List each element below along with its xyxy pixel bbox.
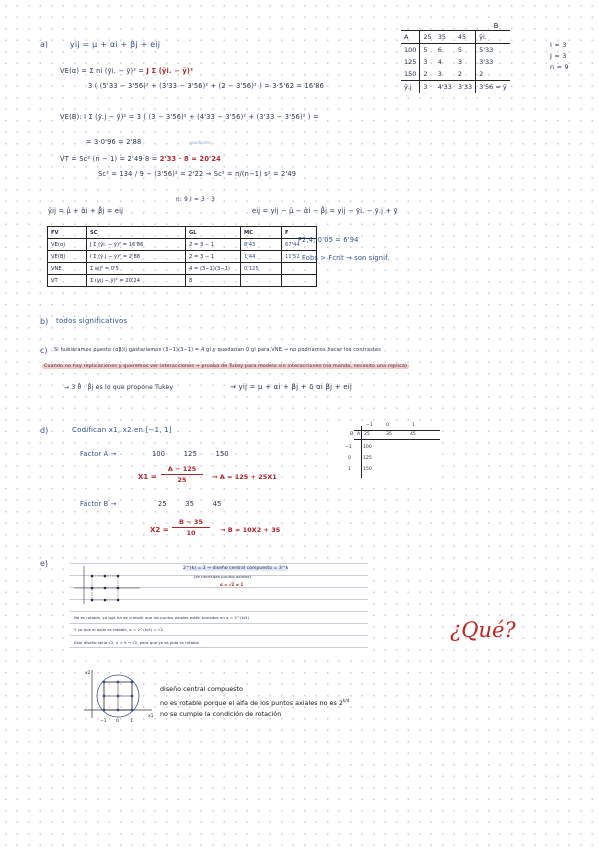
coded-row-value: 125 [363, 456, 372, 461]
c-line-2: Cuando no hay replicaciones y queremos ver interacciones → prueba de Tukey para modelo sin interacciones (no manda, necesito una replica) [44, 364, 408, 369]
ccd-exponent: k/4 [342, 698, 350, 703]
section-a-label: a) [40, 40, 49, 49]
ccd-line-c: Este diseño sería √2, n = 9 → √2, para que ya se pida es rotable [74, 640, 199, 645]
anova-cell: 67'44 [282, 239, 317, 251]
design-table-footer: 4'33 [437, 83, 452, 91]
a-level: 100 [152, 450, 166, 458]
anova-head-f: F [282, 227, 317, 239]
ccd-tick-label: 0 [116, 719, 119, 724]
design-table [401, 30, 510, 93]
variance-line: Sc² = 134 / 9 − (3'56)² = 2'22 → Sc² = n/(n−1) s² = 2'49 [98, 170, 297, 178]
design-table-cell: 6 [437, 46, 442, 54]
design-table-footer: 3'33 [457, 83, 473, 91]
anova-cell: VT [48, 275, 87, 287]
f-critical: F2,4; 0'05 = 6'94 [298, 236, 359, 244]
coded-top: 0 [386, 423, 389, 428]
vea-lhs: VE(α) = Σ ni (ȳi. − ȳ)² = [60, 67, 145, 75]
prediction-equation: ŷij = μ̂ + α̂i + β̂j = eij [48, 207, 124, 215]
anova-cell: Σ eij² = 0'5 [87, 263, 186, 275]
veb-result: = 3·0'96 = 2'88 [86, 138, 142, 146]
ccd-conclusion-1: diseño central compuesto [160, 685, 243, 693]
anova-head-mc: MC [241, 227, 282, 239]
x2-numerator: B − 35 [172, 518, 210, 528]
coded-row-code: 0 [348, 456, 351, 461]
design-table-cell: 5'33 [476, 44, 510, 57]
anova-cell: VE(B) [48, 251, 87, 263]
design-table-head: 45 [455, 31, 476, 44]
coded-top: −1 [366, 423, 373, 428]
design-table-footer: ȳ.j [401, 81, 420, 94]
b-answer: todos significativos [56, 317, 128, 325]
design-table-head: 35 [435, 31, 455, 44]
param-j: J = 3 [550, 52, 567, 60]
section-b-label: b) [40, 317, 49, 326]
ccd-conclusion-3: no se cumple la condición de rotación [160, 710, 282, 719]
ccd-conclusion [160, 684, 349, 720]
ccd-conclusion-2b: 2 [338, 699, 343, 708]
anova-row [48, 239, 317, 251]
ccd-notes-image [70, 563, 368, 656]
ccd-line-b: Y ya que el axial es rotable, α = 2^(k/4) = √2 [74, 627, 163, 632]
design-table-head-mean: ȳi. [476, 31, 510, 44]
design-table-header-row [401, 31, 510, 44]
anova-head-gl: GL [186, 227, 241, 239]
param-i: I = 3 [550, 41, 567, 49]
c-line-3b: → yij = μ + αi + βj + δ αi βj + eij [230, 383, 353, 391]
veb-lhs: VE(B): I Σ (ȳ.j − ȳ)² = 3 ( (3 − 3'56)² + (4'33 − 3'56)² + (3'33 − 3'56)² ) = [60, 113, 319, 121]
anova-cell: 1'44 [241, 251, 282, 263]
anova-cell [241, 275, 282, 287]
anova-cell: 8'43 [241, 239, 282, 251]
x1-numerator: A − 125 [161, 465, 203, 475]
param-n: n = 9 [550, 63, 569, 71]
coded-head: 25 [364, 432, 370, 437]
coded-levels-table [328, 421, 440, 481]
ccd-line-a: No es rotable, ya que ha de cumplir que los puntos axiales estén tomados en α = 2^(k/4) [74, 615, 250, 620]
coded-row-code: −1 [345, 445, 352, 450]
design-table-row [401, 56, 510, 68]
coded-row-value: 100 [363, 445, 372, 450]
design-table-row [401, 44, 510, 57]
design-table-cell: 3'33 [476, 56, 510, 68]
x1-result: → A = 125 + 25X1 [212, 473, 277, 481]
design-table-cell: 100 [401, 44, 420, 57]
coded-vertical-rule [361, 426, 362, 478]
design-table-cell: 3 [423, 58, 428, 66]
ccd-diagram [82, 668, 158, 726]
ccd-note-1-sub: (se necesitan puntos axiales) [194, 574, 252, 579]
design-table-cell: 5 [457, 46, 463, 54]
coded-top-rule [354, 430, 440, 431]
residual-equation: eij = yij − μ̂ − α̂i − β̂j = yij − ȳi. − ȳ.j + ȳ [252, 207, 398, 215]
coded-row-code: 1 [348, 467, 351, 472]
anova-cell: 11'52 [282, 251, 317, 263]
ccd-axis-x-label: x1 [148, 714, 154, 719]
anova-cell: 4 = (3−1)(3−1) [186, 263, 241, 275]
design-table-cell: 125 [401, 56, 420, 68]
coded-head: 35 [386, 432, 392, 437]
coded-corner: B [350, 432, 354, 437]
ccd-note-1: 2^(k) = 2 → diseño central compuesto = 3^k [183, 566, 289, 571]
ccd-conclusion-2: no es rotable porque el alfa de los puntos axiales no es [160, 699, 337, 708]
design-params [550, 40, 569, 73]
anova-cell: J Σ (ȳi. − ȳ)² = 16'86 [87, 239, 186, 251]
design-table-footer: 3 [423, 83, 428, 91]
anova-cell: Σ (yij − ȳ)² = 20'24 [87, 275, 186, 287]
design-table-cell: 3 [435, 68, 455, 81]
factor-b-label: Factor B → [80, 500, 117, 508]
x1-denominator: 25 [177, 476, 187, 484]
design-table-cell: 150 [401, 68, 420, 81]
ccd-note-alpha: α = √2 ≠ 1 [220, 582, 244, 587]
c-line-1: Si hubiéramos puesto (αβ)ij gastaríamos (3−1)(3−1) = 4 gl y quedarían 0 gl para VNE → no podríamos hacer los contrastes [54, 347, 382, 353]
section-c-label: c) [40, 346, 48, 355]
design-table-cell: 2 [476, 68, 510, 81]
design-table-cell: 3 [457, 58, 463, 66]
anova-cell [282, 275, 317, 287]
anova-row [48, 275, 317, 287]
a-level: 125 [183, 450, 197, 458]
x1-label: X1 = [138, 473, 157, 481]
params-note: n: 9 I = 3 · 3 [176, 197, 215, 203]
anova-header-row [48, 227, 317, 239]
anova-cell: VNE [48, 263, 87, 275]
que-annotation: ¿Qué? [450, 618, 516, 642]
coded-top: 1 [412, 423, 415, 428]
design-table-row [401, 68, 510, 81]
vea-bold: J Σ (ȳi. − ȳ)² [146, 67, 194, 75]
ccd-axis-y-label: x2 [85, 671, 91, 676]
section-e-label: e) [40, 559, 49, 568]
anova-cell: 8 [186, 275, 241, 287]
c-line-3a: → 3 θ̂ · β̂j es lo que propone Tukey [64, 384, 174, 391]
anova-cell [282, 263, 317, 275]
anova-head-fv: FV [48, 227, 87, 239]
anova-cell: I Σ (ȳ.j − ȳ)² = 2'88 [87, 251, 186, 263]
anova-table [47, 226, 317, 287]
section-d-label: d) [40, 426, 49, 435]
ccd-mini-plot [70, 564, 150, 608]
coded-row-value: 150 [363, 467, 372, 472]
anova-head-sc: SC [87, 227, 186, 239]
x2-fraction [172, 518, 210, 537]
d-title: Codifican x1, x2 en [−1, 1] [72, 426, 172, 434]
anova-cell: VE(α) [48, 239, 87, 251]
vt-bold: 2'33 · 8 = 20'24 [159, 155, 221, 163]
anova-cell: 2 = 3 − 1 [186, 251, 241, 263]
anova-row [48, 251, 317, 263]
coded-head: A [357, 432, 361, 437]
ccd-tick-label: −1 [100, 719, 107, 724]
design-table-head-a: A [401, 31, 420, 44]
ccd-tick-label: 1 [130, 719, 133, 724]
b-level: 25 [158, 500, 167, 508]
x2-result: → B = 10X2 + 35 [220, 526, 281, 534]
design-table-head: 25 [420, 31, 435, 44]
coded-head: 45 [410, 432, 416, 437]
design-table-cell: 4 [437, 58, 442, 66]
x2-label: X2 = [150, 526, 169, 534]
design-table-block [401, 22, 561, 93]
vea-expansion: 3 ( (5'33 − 3'56)² + (3'33 − 3'56)² + (2 − 3'56)² ) = 3·5'62 = 16'86 [88, 82, 325, 90]
anova-row [48, 263, 317, 275]
anova-cell: 0'125 [241, 263, 282, 275]
vt-lhs: VT = Sc² (n − 1) = 2'49·8 = [60, 155, 158, 163]
x2-denominator: 10 [186, 529, 196, 537]
b-level: 35 [185, 500, 195, 508]
goodnotes-watermark: goodnotes [190, 140, 212, 145]
model-equation: yij = μ + αi + βj + eij [70, 40, 161, 49]
x1-fraction [161, 465, 203, 484]
b-level: 45 [212, 500, 222, 508]
design-table-b-header: B [493, 22, 499, 30]
design-table-cell: 2 [455, 68, 476, 81]
factor-a-label: Factor A → [80, 450, 117, 458]
a-level: 150 [215, 450, 229, 458]
coded-head-rule [354, 439, 440, 440]
f-conclusion: Fobs > Fcrit → son signif. [302, 254, 390, 262]
design-table-footer: 3'56 = ȳ [476, 81, 510, 94]
design-table-footer-row [401, 81, 510, 94]
anova-cell: 2 = 3 − 1 [186, 239, 241, 251]
design-table-cell: 2 [420, 68, 435, 81]
design-table-cell: 5 [423, 46, 428, 54]
